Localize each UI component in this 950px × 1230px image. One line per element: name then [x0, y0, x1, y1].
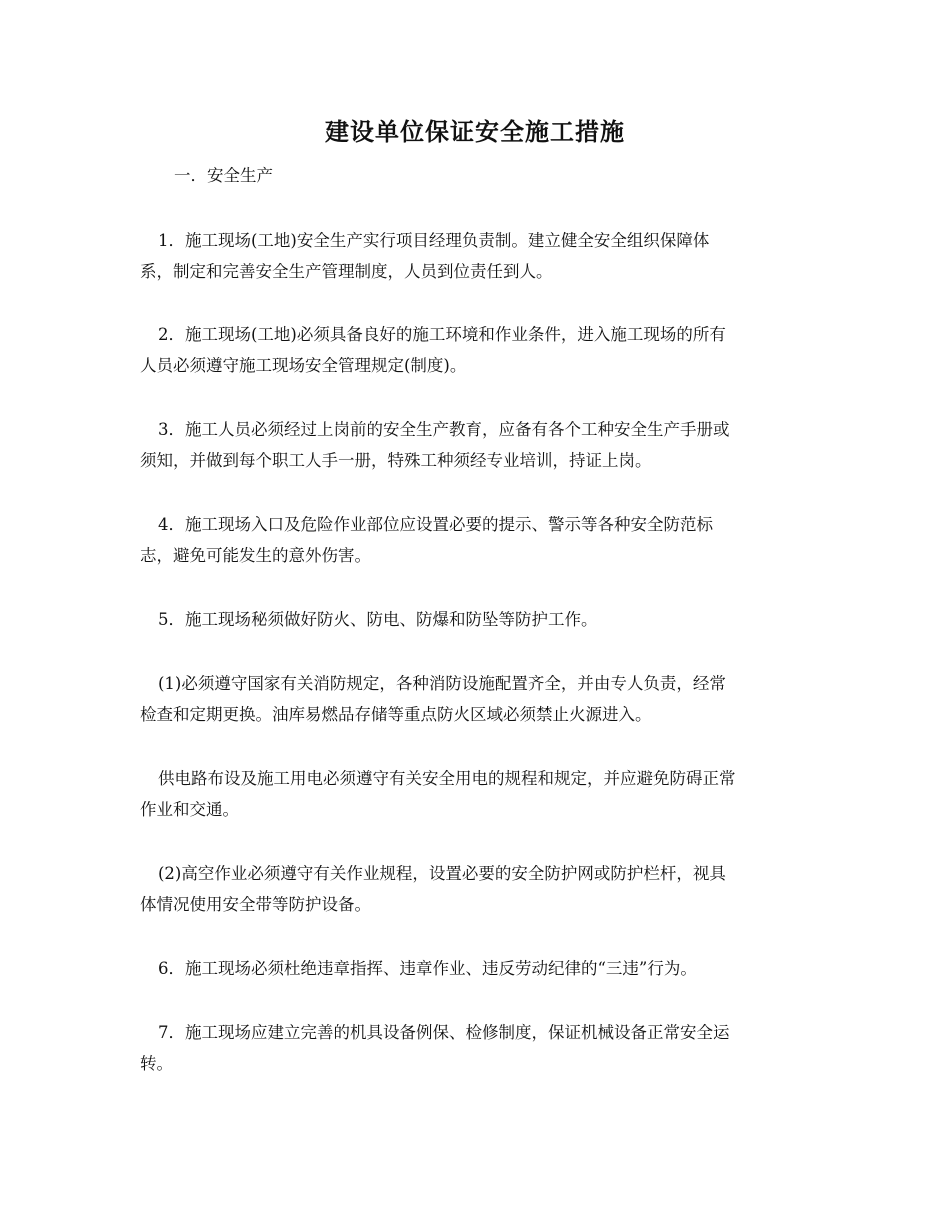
paragraph-line: 1．施工现场(工地)安全生产实行项目经理负责制。建立健全安全组织保障体 — [158, 231, 710, 250]
paragraph-line: 体情况使用安全带等防护设备。 — [140, 895, 371, 914]
paragraph-line: 检查和定期更换。油库易燃品存储等重点防火区域必须禁止火源进入。 — [140, 705, 652, 724]
paragraph-9 — [140, 953, 816, 984]
paragraph-line: 系，制定和完善安全生产管理制度，人员到位责任到人。 — [140, 262, 553, 281]
paragraph-line: 2．施工现场(工地)必须具备良好的施工环境和作业条件，进入施工现场的所有 — [158, 325, 726, 344]
document-title: 建设单位保证安全施工措施 — [325, 117, 625, 146]
paragraph-5 — [140, 604, 816, 635]
paragraph-line: 人员必须遵守施工现场安全管理规定(制度)。 — [140, 356, 467, 375]
section-heading: 一．安全生产 — [174, 166, 273, 185]
paragraph-line: 作业和交通。 — [140, 800, 239, 819]
paragraph-line: 须知，并做到每个职工人手一册，特殊工种须经专业培训，持证上岗。 — [140, 451, 652, 470]
paragraph-line: 3．施工人员必须经过上岗前的安全生产教育，应备有各个工种安全生产手册或 — [158, 420, 730, 439]
paragraph-line: (1)必须遵守国家有关消防规定，各种消防设施配置齐全，并由专人负责，经常 — [158, 674, 726, 693]
paragraph-2 — [140, 319, 816, 381]
paragraph-3 — [140, 414, 816, 476]
paragraph-line: 转。 — [140, 1054, 173, 1073]
paragraph-line: 6．施工现场必须杜绝违章指挥、违章作业、违反劳动纪律的“三违”行为。 — [158, 959, 697, 978]
paragraph-8 — [140, 858, 816, 920]
paragraph-line: 志，避免可能发生的意外伤害。 — [140, 546, 371, 565]
paragraph-6 — [140, 668, 816, 730]
paragraph-line: 供电路布设及施工用电必须遵守有关安全用电的规程和规定，并应避免防碍正常 — [158, 769, 736, 788]
paragraph-line: 4．施工现场入口及危险作业部位应设置必要的提示、警示等各种安全防范标 — [158, 515, 713, 534]
paragraph-10 — [140, 1017, 816, 1079]
paragraph-7 — [140, 763, 816, 825]
paragraph-line: 7．施工现场应建立完善的机具设备例保、检修制度，保证机械设备正常安全运 — [158, 1023, 730, 1042]
paragraph-line: (2)高空作业必须遵守有关作业规程，设置必要的安全防护网或防护栏杆，视具 — [158, 864, 726, 883]
paragraph-1 — [140, 225, 816, 287]
paragraph-line: 5．施工现场秘须做好防火、防电、防爆和防坠等防护工作。 — [158, 610, 598, 629]
paragraph-4 — [140, 509, 816, 571]
